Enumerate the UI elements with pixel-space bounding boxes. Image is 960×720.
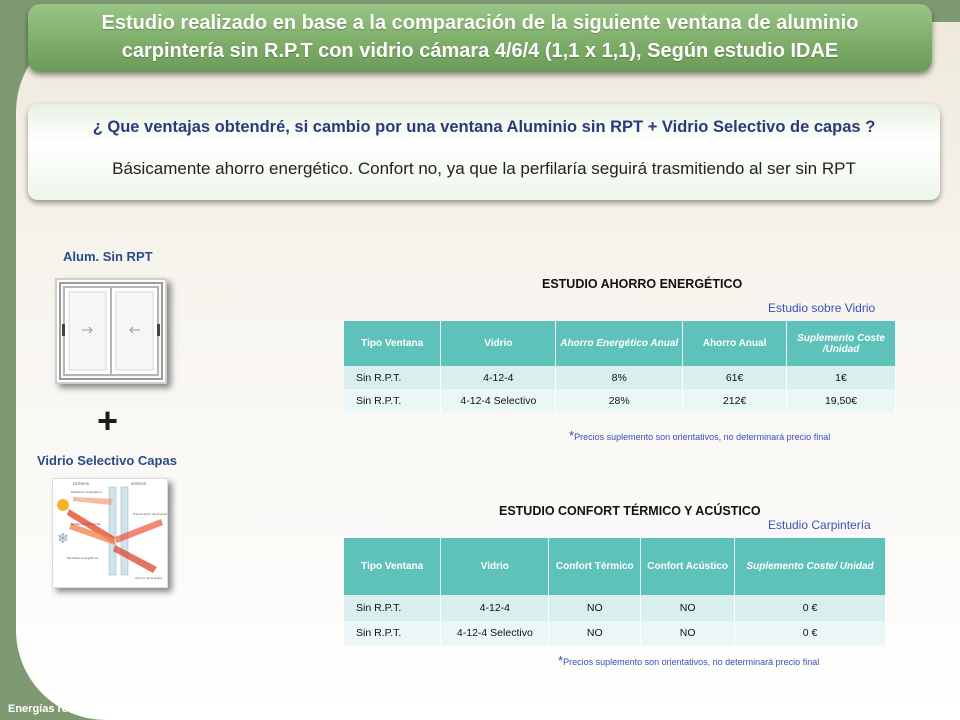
glass-label-exterior: EXTERIOR <box>73 482 89 486</box>
energy-study-title: ESTUDIO AHORRO ENERGÉTICO <box>542 277 743 291</box>
table-header-row <box>344 538 886 595</box>
comfort-footnote <box>558 653 819 668</box>
table-cell: 4-12-4 <box>441 366 556 389</box>
glass-label-ahorro: Ahorro de energía <box>135 576 162 580</box>
glass-label-perdidas: Pérdidas energéticas <box>67 556 99 560</box>
header-cell: Tipo Ventana <box>344 538 441 595</box>
energy-study-table <box>344 321 896 412</box>
table-cell: NO <box>641 595 735 621</box>
table-header-row <box>344 321 896 366</box>
aluminium-window-image <box>55 278 167 384</box>
table-cell: 19,50€ <box>787 389 896 412</box>
header-cell: Suplemento Coste/ Unidad <box>735 538 886 595</box>
table-cell: Sin R.P.T. <box>344 366 441 389</box>
table-cell: 4-12-4 Selectivo <box>441 389 556 412</box>
comfort-study-title: ESTUDIO CONFORT TÉRMICO Y ACÚSTICO <box>499 504 761 518</box>
header-cell: Confort Acústico <box>641 538 735 595</box>
snowflake-icon: ❄ <box>57 531 69 547</box>
footnote-star: * <box>558 653 564 668</box>
header-cell: Confort Térmico <box>549 538 641 595</box>
glass-label-reflexion: Reflexión energética <box>71 490 102 494</box>
header-cell: Vidrio <box>441 538 549 595</box>
comfort-study-table <box>344 538 886 645</box>
table-cell: 4-12-4 <box>441 595 549 621</box>
glass-label: Vidrio Selectivo Capas <box>37 453 177 468</box>
title-line-2: carpintería sin R.P.T con vidrio cámara 4/6/4 (1,1 x 1,1), Según estudio IDAE <box>121 40 839 62</box>
glass-label-incidente: Radiación incidente <box>71 522 101 526</box>
table-row <box>344 366 896 389</box>
table-cell: 1€ <box>787 366 896 389</box>
header-cell: Vidrio <box>441 321 556 366</box>
glass-label-transmision: Transmisión de energía <box>133 512 167 516</box>
header-cell: Ahorro Energético Anual <box>556 321 683 366</box>
table-row <box>344 389 896 412</box>
glass-label-interior: INTERIOR <box>131 482 147 486</box>
window-label: Alum. Sin RPT <box>63 249 153 264</box>
footnote-text: Precios suplemento son orientativos, no determinará precio final <box>574 432 831 442</box>
footnote-star: * <box>569 428 575 443</box>
table-cell: Sin R.P.T. <box>344 621 441 645</box>
table-cell: 0 € <box>735 621 886 645</box>
selective-glass-image <box>52 478 168 588</box>
table-cell: 28% <box>556 389 683 412</box>
header-cell: Tipo Ventana <box>344 321 441 366</box>
table-cell: 4-12-4 Selectivo <box>441 621 549 645</box>
table-cell: Sin R.P.T. <box>344 389 441 412</box>
table-row <box>344 595 886 621</box>
table-cell: 8% <box>556 366 683 389</box>
table-cell: 212€ <box>683 389 787 412</box>
sliding-window-icon <box>57 280 165 382</box>
header-cell: Suplemento Coste /Unidad <box>787 321 896 366</box>
title-banner <box>28 4 932 72</box>
footnote-text: Precios suplemento son orientativos, no determinará precio final <box>563 657 820 667</box>
footer-text: Energías re <box>8 703 68 715</box>
answer-text: Básicamente ahorro energético. Confort no, ya que la perfilaría seguirá trasmitiendo al ser sin RPT <box>112 159 856 178</box>
selective-glass-diagram <box>53 479 167 587</box>
header-cell: Ahorro Anual <box>683 321 787 366</box>
sun-icon <box>57 499 69 511</box>
question-text: ¿ Que ventajas obtendré, si cambio por una ventana Aluminio sin RPT + Vidrio Selectivo de capas ? <box>92 118 876 136</box>
table-cell: 0 € <box>735 595 886 621</box>
table-cell: NO <box>641 621 735 645</box>
table-cell: NO <box>549 621 641 645</box>
table-cell: 61€ <box>683 366 787 389</box>
comfort-study-note: Estudio Carpintería <box>768 518 871 532</box>
energy-study-note: Estudio sobre Vidrio <box>768 301 876 315</box>
energy-footnote <box>569 428 830 443</box>
table-cell: NO <box>549 595 641 621</box>
table-cell: Sin R.P.T. <box>344 595 441 621</box>
table-row <box>344 621 886 645</box>
plus-sign: + <box>97 400 119 441</box>
title-line-1: Estudio realizado en base a la comparación de la siguiente ventana de aluminio <box>101 12 859 34</box>
question-box <box>28 104 940 200</box>
